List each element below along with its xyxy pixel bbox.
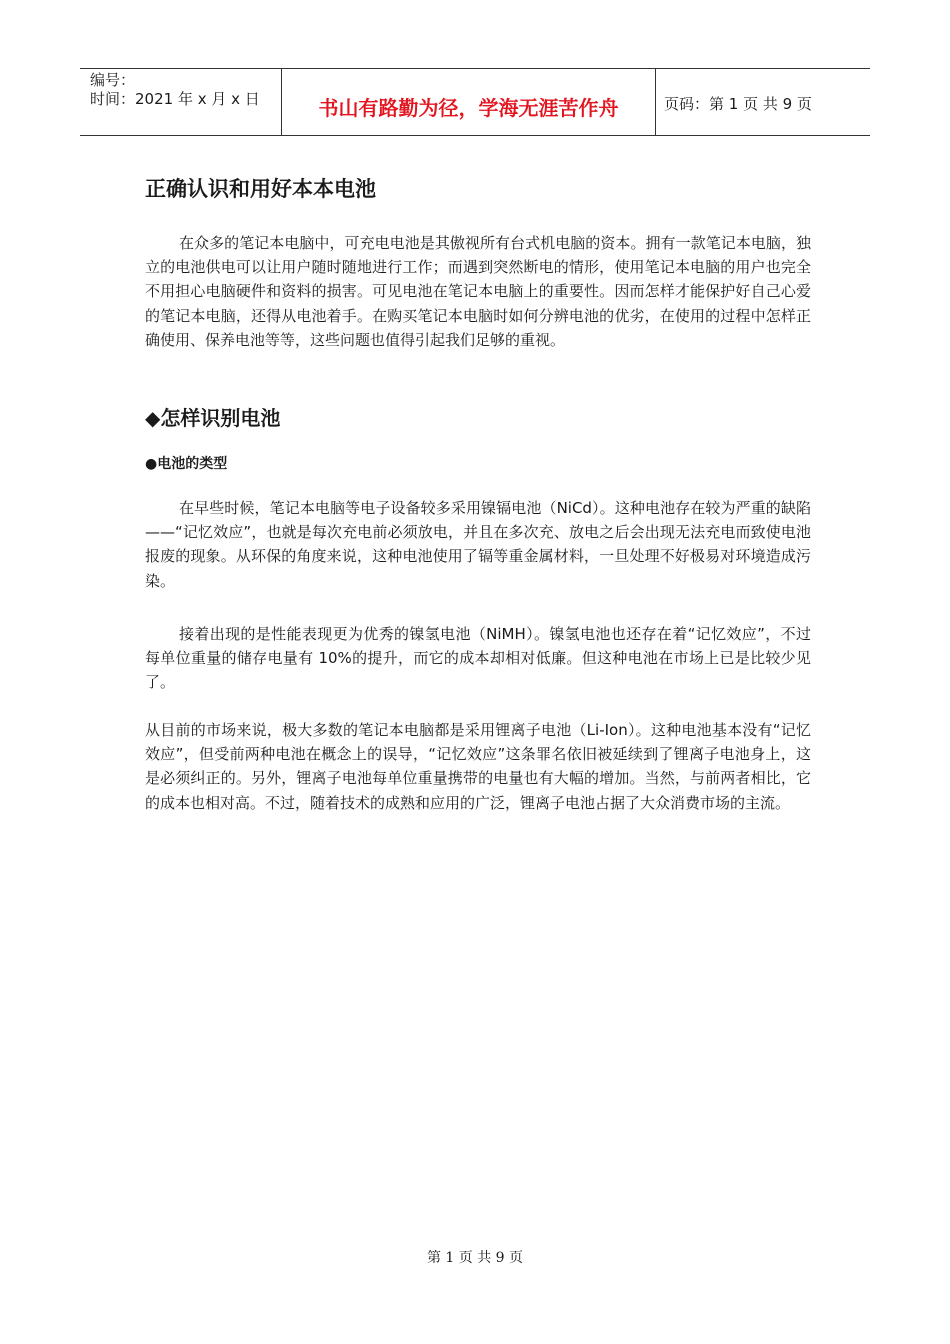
document-title: 正确认识和用好本本电池 <box>145 177 376 201</box>
header-divider-right <box>655 68 656 135</box>
subsection-heading: ●电池的类型 <box>145 456 228 472</box>
intro-paragraph: 在众多的笔记本电脑中，可充电电池是其傲视所有台式机电脑的资本。拥有一款笔记本电脑，独立的电池供电可以让用户随时随地进行工作；而遇到突然断电的情形，使用笔记本电脑的用户也完全不用担心电脑硬件和资料的损害。可见电池在笔记本电脑上的重要性。因而怎样才能保护好自己心爱的笔记本电脑，还得从电池着手。在购买笔记本电脑时如何分辨电池的优劣，在使用的过程中怎样正确使用、保养电池等等，这些问题也值得引起我们足够的重视。 <box>145 234 811 349</box>
page-footer: 第 1 页 共 9 页 <box>426 1250 524 1266</box>
header-meta <box>90 71 260 109</box>
serial-label: 编号： <box>90 71 136 89</box>
date-label: 时间：2021 年 x 月 x 日 <box>90 90 260 108</box>
header-top-rule <box>80 68 870 69</box>
paragraph-liion: 从目前的市场来说，极大多数的笔记本电脑都是采用锂离子电池（Li-Ion）。这种电池基本没有“记忆效应”，但受前两种电池在概念上的误导，“记忆效应”这条罪名依旧被延续到了锂离子电池身上，这是必须纠正的。另外，锂离子电池每单位重量携带的电量也有大幅的增加。当然，与前两者相比，它的成本也相对高。不过，随着技术的成熟和应用的广泛，锂离子电池占据了大众消费市场的主流。 <box>145 721 811 812</box>
paragraph-nicd: 在早些时候，笔记本电脑等电子设备较多采用镍镉电池（NiCd）。这种电池存在较为严重的缺陷——“记忆效应”，也就是每次充电前必须放电，并且在多次充、放电之后会出现无法充电而致使电池报废的现象。从环保的角度来说，这种电池使用了镉等重金属材料，一旦处理不好极易对环境造成污染。 <box>145 499 811 590</box>
header-bottom-rule <box>80 135 870 136</box>
header-motto: 书山有路勤为径，学海无涯苦作舟 <box>318 96 619 120</box>
header-page-number: 页码：第 1 页 共 9 页 <box>664 95 812 113</box>
section-heading: ◆怎样识别电池 <box>145 406 281 430</box>
paragraph-nimh: 接着出现的是性能表现更为优秀的镍氢电池（NiMH）。镍氢电池也还存在着“记忆效应”，不过每单位重量的储存电量有 10%的提升，而它的成本却相对低廉。但这种电池在市场上已是比较少见了。 <box>145 625 811 692</box>
